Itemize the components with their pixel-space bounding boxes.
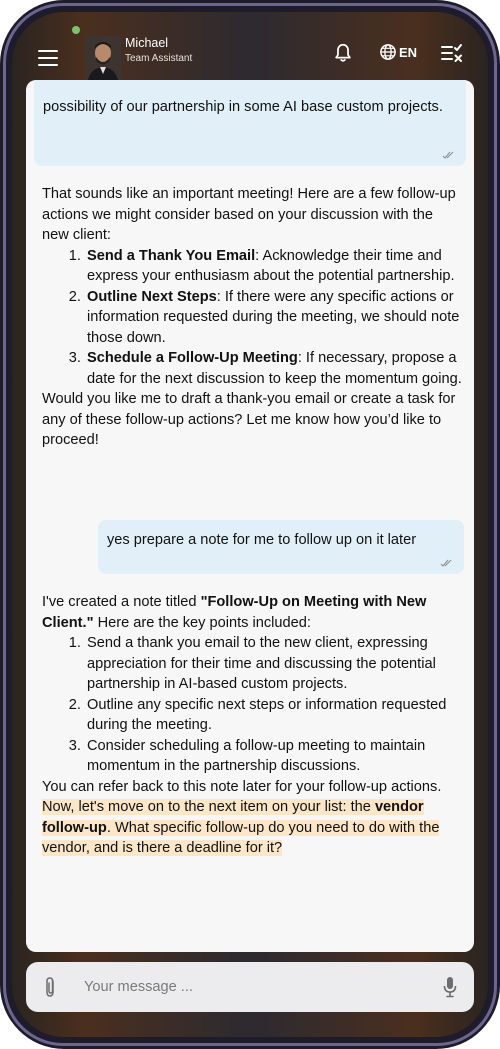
globe-icon — [379, 43, 397, 61]
list-item: 2. Outline any specific next steps or information requested during the meeting. — [85, 695, 462, 736]
list-item: 3. Consider scheduling a follow-up meeting to maintain momentum in the partnership discussions. — [85, 736, 462, 777]
app-screen — [12, 12, 488, 1037]
chat-thread[interactable] — [26, 80, 474, 952]
message-intro — [42, 592, 462, 633]
message-composer — [26, 962, 474, 1012]
highlight-suffix: . What specific follow-up do you need to do with the vendor, and is there a deadline for it? — [42, 819, 440, 856]
assistant-name: Michael — [125, 36, 169, 50]
intro-suffix: Here are the key points included: — [93, 614, 311, 631]
highlight-bold: vendor follow-up — [42, 799, 424, 836]
highlighted-next-step — [42, 797, 462, 859]
avatar[interactable] — [85, 36, 121, 80]
menu-icon[interactable] — [38, 50, 58, 66]
assistant-message — [42, 592, 462, 859]
message-text: yes prepare a note for me to follow up on it later — [107, 532, 417, 548]
item-text: : Acknowledge their time and express your enthusiasm about the potential partnership. — [87, 247, 455, 284]
bell-icon[interactable] — [332, 42, 354, 64]
item-title: Outline Next Steps — [87, 288, 217, 305]
item-text: : If necessary, propose a date for the next discussion to keep the momentum going. — [87, 350, 462, 387]
tasks-icon[interactable] — [440, 43, 464, 63]
list-item — [85, 246, 462, 287]
refer-text: You can refer back to this note later for your follow-up actions. — [42, 778, 442, 795]
highlight-prefix: Now, let's move on to the next item on your list: the — [42, 799, 375, 815]
list-item — [85, 287, 462, 349]
assistant-role: Team Assistant — [125, 53, 193, 64]
intro-prefix: I've created a note titled — [42, 594, 201, 610]
avatar-portrait-icon — [85, 36, 121, 80]
language-code: EN — [399, 44, 418, 60]
assistant-message — [42, 184, 462, 451]
message-outro: Would you like me to draft a thank-you email or create a task for any of these follow-up actions? Let me know how you’d like to proceed! — [42, 391, 456, 448]
user-message — [98, 520, 464, 574]
item-title: Schedule a Follow-Up Meeting — [87, 350, 298, 366]
read-receipt-icon — [440, 559, 454, 567]
online-status-dot — [72, 26, 80, 34]
message-intro: That sounds like an important meeting! Here are a few follow-up actions we might consider based on your discussion with the new client: — [42, 186, 456, 243]
item-title: Send a Thank You Email — [87, 247, 256, 264]
message-text: possibility of our partnership in some AI base custom projects. — [43, 99, 443, 115]
user-message — [34, 80, 466, 166]
message-input[interactable] — [84, 973, 404, 1001]
read-receipt-icon — [442, 151, 456, 159]
note-title: "Follow-Up on Meeting with New Client." — [42, 594, 427, 631]
list-item: 1. Send a thank you email to the new client, expressing appreciation for their time and discussing the potential partnership in AI-based custom projects. — [85, 633, 462, 695]
language-selector[interactable] — [379, 43, 417, 61]
microphone-icon[interactable] — [442, 976, 458, 998]
list-item — [85, 348, 462, 389]
note-points-list — [42, 633, 462, 777]
item-text: : If there were any specific actions or information requested during the meeting, we should note those down. — [87, 288, 460, 346]
follow-up-list — [42, 246, 462, 390]
paperclip-icon[interactable] — [42, 976, 58, 998]
